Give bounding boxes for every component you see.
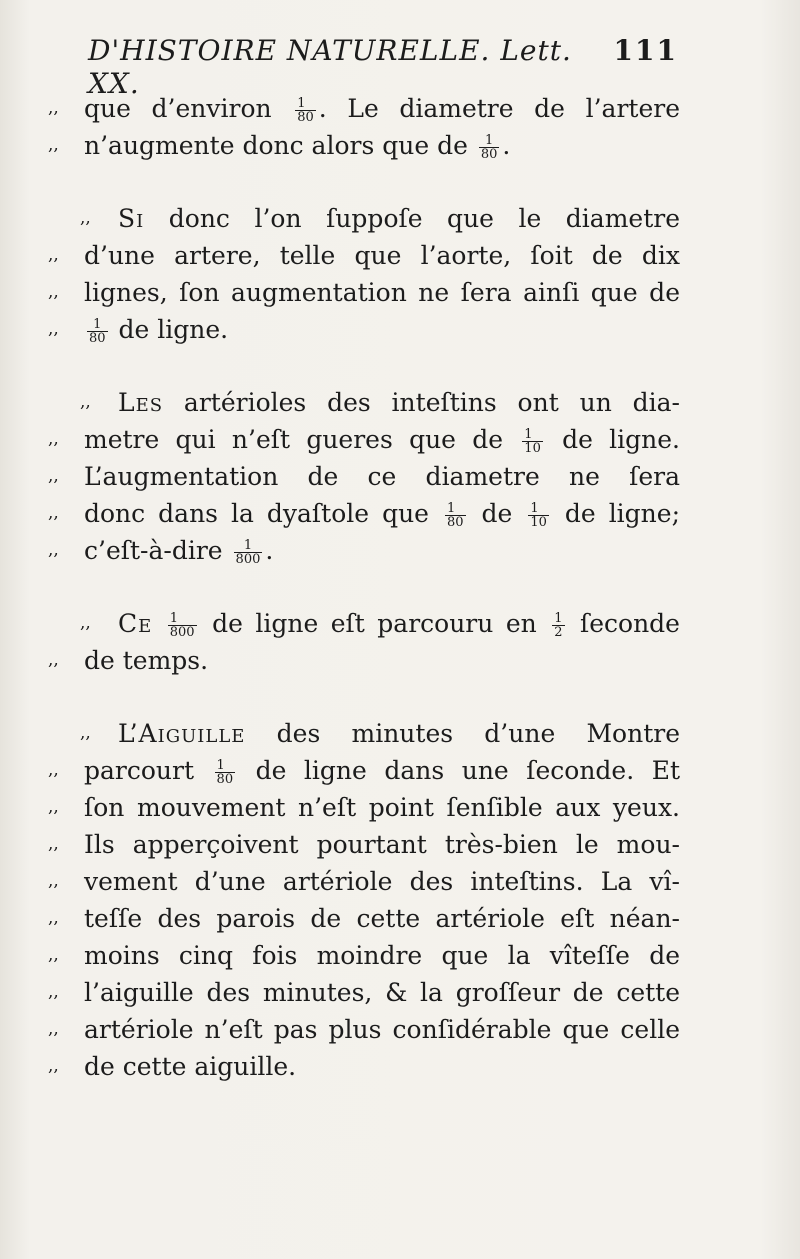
paragraph-gap xyxy=(40,348,680,384)
text-line xyxy=(40,752,680,789)
text-line xyxy=(40,715,680,752)
line-text: moins cinq fois moindre que la vîteſſe de xyxy=(84,941,680,970)
page-number: 111 xyxy=(613,34,678,67)
text-line xyxy=(40,900,680,937)
line-text: Ils apperçoivent pourtant très-bien le mou- xyxy=(84,830,680,859)
body-text xyxy=(40,90,680,1085)
quote-mark: ,, xyxy=(48,760,59,780)
paragraph xyxy=(40,200,680,348)
line-text: parcourt $\frac{1}{80}$ de ligne dans une ſeconde. Et xyxy=(84,756,680,787)
fraction: $\frac{1}{800}$ xyxy=(169,611,195,640)
paragraph-gap xyxy=(40,569,680,605)
text-line xyxy=(40,311,680,348)
fraction: $\frac{1}{80}$ xyxy=(446,501,464,530)
fraction: $\frac{1}{10}$ xyxy=(530,501,547,530)
small-caps-word: Les xyxy=(118,388,164,417)
line-text: L’augmentation de ce diametre ne ſera xyxy=(84,462,680,491)
paragraph xyxy=(40,384,680,569)
quote-mark: ,, xyxy=(80,723,91,743)
line-text: de cette aiguille. xyxy=(84,1052,297,1081)
line-text: l’aiguille des minutes, & la groſſeur de cette xyxy=(84,978,680,1007)
line-text: de temps. xyxy=(84,646,209,675)
quote-mark: ,, xyxy=(48,908,59,928)
line-text: vement d’une artériole des inteſtins. La vî- xyxy=(84,867,680,896)
text-line xyxy=(40,458,680,495)
paragraph xyxy=(40,605,680,679)
quote-mark: ,, xyxy=(48,540,59,560)
small-caps-word: Si xyxy=(118,204,145,233)
fraction: $\frac{1}{800}$ xyxy=(235,538,261,567)
line-text: ſon mouvement n’eſt point ſenſible aux yeux. xyxy=(84,793,680,822)
fraction: $\frac{1}{80}$ xyxy=(297,96,314,125)
line-text: metre qui n’eſt gueres que de $\frac{1}{10}$ de ligne. xyxy=(84,425,681,456)
line-text: artériole n’eſt pas plus conſidérable que celle xyxy=(84,1015,680,1044)
text-line xyxy=(40,974,680,1011)
running-header xyxy=(88,34,678,100)
quote-mark: ,, xyxy=(48,282,59,302)
line-text: Les artérioles des inteſtins ont un dia- xyxy=(118,388,680,417)
quote-mark: ,, xyxy=(48,429,59,449)
fraction: $\frac{1}{10}$ xyxy=(524,427,541,456)
quote-mark: ,, xyxy=(48,135,59,155)
line-text: $\frac{1}{80}$ de ligne. xyxy=(89,315,229,346)
quote-mark: ,, xyxy=(80,208,91,228)
text-line xyxy=(40,532,680,569)
quote-mark: ,, xyxy=(48,245,59,265)
quote-mark: ,, xyxy=(48,1019,59,1039)
quote-mark: ,, xyxy=(48,834,59,854)
text-line xyxy=(40,495,680,532)
text-line xyxy=(40,90,680,127)
text-line xyxy=(40,642,680,679)
line-text: lignes, ſon augmentation ne ſera ainſi que de xyxy=(84,278,680,307)
line-text: n’augmente donc alors que de $\frac{1}{80}$ . xyxy=(84,131,511,162)
line-text: donc dans la dyaſtole que $\frac{1}{80}$ de $\frac{1}{10}$ de ligne; xyxy=(84,499,681,530)
quote-mark: ,, xyxy=(48,1056,59,1076)
quote-mark: ,, xyxy=(48,98,59,118)
quote-mark: ,, xyxy=(48,503,59,523)
paragraph-gap xyxy=(40,164,680,200)
small-caps-word: L’Aiguille xyxy=(118,719,246,748)
quote-mark: ,, xyxy=(48,945,59,965)
line-text: que d’environ $\frac{1}{80}$ . Le diametre de l’artere xyxy=(84,94,680,125)
text-line xyxy=(40,789,680,826)
quote-mark: ,, xyxy=(48,466,59,486)
header-title: D'HISTOIRE NATURELLE. Lett. XX. xyxy=(88,34,572,100)
text-line xyxy=(40,937,680,974)
quote-mark: ,, xyxy=(80,613,91,633)
paragraph xyxy=(40,90,680,164)
paragraph xyxy=(40,715,680,1085)
quote-mark: ,, xyxy=(80,392,91,412)
quote-mark: ,, xyxy=(48,982,59,1002)
fraction: $\frac{1}{80}$ xyxy=(480,133,498,162)
text-line xyxy=(40,200,680,237)
text-line xyxy=(40,384,680,421)
line-text: Si donc l’on ſuppoſe que le diametre xyxy=(118,204,680,233)
text-line xyxy=(40,421,680,458)
text-line xyxy=(40,237,680,274)
paragraph-gap xyxy=(40,679,680,715)
quote-mark: ,, xyxy=(48,319,59,339)
text-line xyxy=(40,1011,680,1048)
text-line xyxy=(40,826,680,863)
line-text: teſſe des parois de cette artériole eſt néan- xyxy=(84,904,680,933)
text-line xyxy=(40,274,680,311)
text-line xyxy=(40,863,680,900)
text-line xyxy=(40,1048,680,1085)
line-text: c’eſt-à-dire $\frac{1}{800}$ . xyxy=(84,536,274,567)
line-text: d’une artere, telle que l’aorte, ſoit de dix xyxy=(84,241,680,270)
quote-mark: ,, xyxy=(48,650,59,670)
text-line xyxy=(40,605,680,642)
fraction: $\frac{1}{80}$ xyxy=(89,317,106,346)
quote-mark: ,, xyxy=(48,797,59,817)
text-line xyxy=(40,127,680,164)
small-caps-word: Ce xyxy=(118,609,153,638)
line-text: L’Aiguille des minutes d’une Montre xyxy=(118,719,680,748)
fraction: $\frac{1}{2}$ xyxy=(554,611,563,640)
line-text: Ce $\frac{1}{800}$ de ligne eſt parcouru en $\frac{1}{2}$ ſeconde xyxy=(118,609,680,640)
quote-mark: ,, xyxy=(48,871,59,891)
fraction: $\frac{1}{80}$ xyxy=(216,758,234,787)
